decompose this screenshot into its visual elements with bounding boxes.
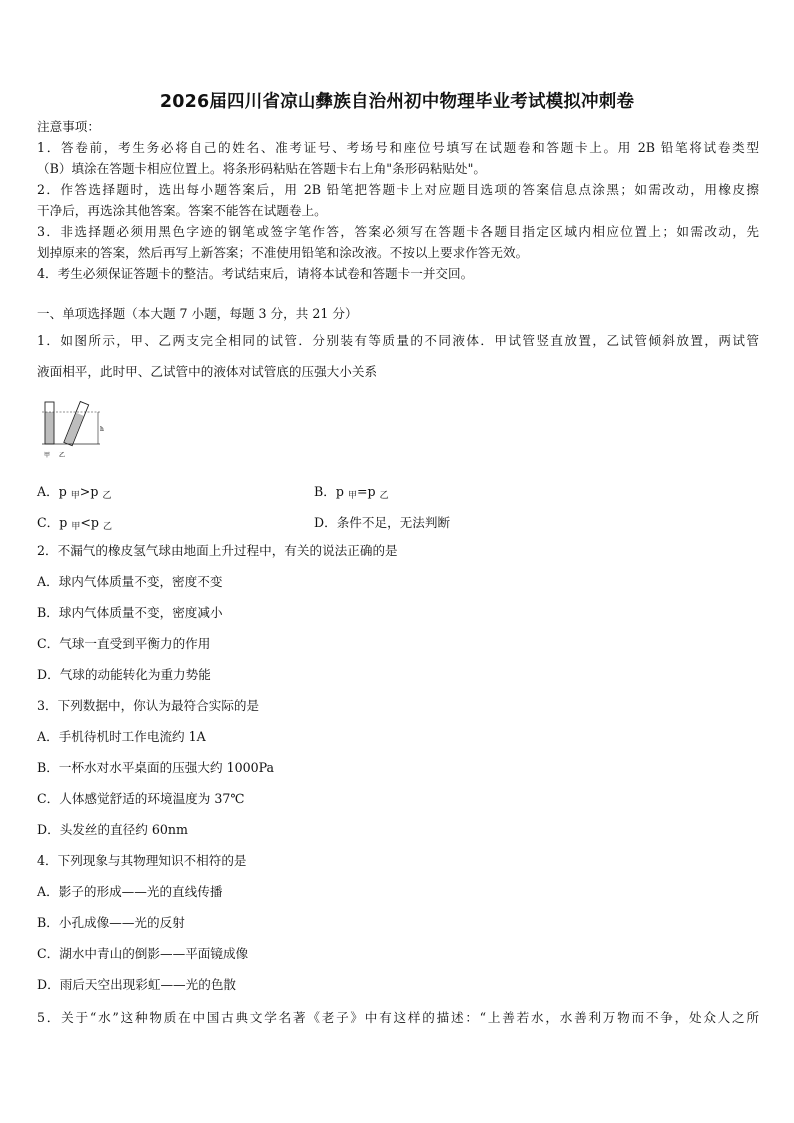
- liquid-jia: [46, 412, 54, 444]
- q4-option-c: C．湖水中青山的倒影——平面镜成像: [37, 946, 249, 961]
- q3-option-c: C．人体感觉舒适的环境温度为 37℃: [37, 791, 245, 806]
- q3-option-a: A．手机待机时工作电流约 1A: [37, 729, 206, 744]
- q4-option-a: A．影子的形成——光的直线传播: [37, 884, 223, 899]
- test-tubes-figure: [38, 398, 108, 460]
- notice-line: 划掉原来的答案，然后再写上新答案；不准使用铅笔和涂改液。不按以上要求作答无效。: [37, 245, 529, 260]
- tube-yi: [64, 402, 89, 446]
- label-yi: 乙: [59, 452, 66, 459]
- question-1-stem: 1．如图所示，甲、乙两支完全相同的试管．分别装有等质量的不同液体．甲试管竖直放置，乙试管倾斜放置，两试管: [37, 333, 759, 348]
- notice-line: 2．作答选择题时，选出每小题答案后，用 2B 铅笔把答题卡上对应题目选项的答案信息点涂黑；如需改动，用橡皮擦: [37, 182, 759, 197]
- notice-heading: 注意事项：: [37, 119, 100, 134]
- question-3-stem: 3．下列数据中，你认为最符合实际的是: [37, 698, 260, 713]
- question-5-stem: 5．关于“水”这种物质在中国古典文学名著《老子》中有这样的描述：“上善若水，水善利万物而不争，处众人之所: [37, 1010, 759, 1025]
- notice-line: 4．考生必须保证答题卡的整洁。考试结束后，请将本试卷和答题卡一并交回。: [37, 266, 474, 281]
- q3-option-d: D．头发丝的直径约 60nm: [37, 822, 188, 837]
- exam-title: 2026届四川省凉山彝族自治州初中物理毕业考试模拟冲刺卷: [159, 92, 635, 112]
- q2-option-c: C．气球一直受到平衡力的作用: [37, 636, 211, 651]
- question-1-stem-continued: 液面相平，此时甲、乙试管中的液体对试管底的压强大小关系: [37, 364, 378, 379]
- q1-option-a: A．p $_甲$>p $_乙$: [37, 484, 112, 501]
- q2-option-b: B．球内气体质量不变，密度减小: [37, 605, 223, 620]
- q4-option-b: B．小孔成像——光的反射: [37, 915, 185, 930]
- notice-line: （B）填涂在答题卡相应位置上。将条形码粘贴在答题卡右上角"条形码粘贴处"。: [37, 161, 487, 176]
- question-2-stem: 2．不漏气的橡皮氢气球由地面上升过程中，有关的说法正确的是: [37, 543, 398, 558]
- notice-line: 干净后，再选涂其他答案。答案不能答在试题卷上。: [37, 203, 327, 218]
- q4-option-d: D．雨后天空出现彩虹——光的色散: [37, 977, 237, 992]
- question-4-stem: 4．下列现象与其物理知识不相符的是: [37, 853, 247, 868]
- label-jia: 甲: [44, 452, 51, 459]
- q1-option-d: D．条件不足，无法判断: [314, 515, 451, 530]
- q1-option-c: C．p $_甲$<p $_乙$: [37, 515, 112, 532]
- q2-option-a: A．球内气体质量不变，密度不变: [37, 574, 223, 589]
- q3-option-b: B．一杯水对水平桌面的压强大约 1000Pa: [37, 760, 275, 775]
- q2-option-d: D．气球的动能转化为重力势能: [37, 667, 211, 682]
- notice-line: 3．非选择题必须用黑色字迹的钢笔或签字笔作答，答案必须写在答题卡各题目指定区域内相应位置上；如需改动，先: [37, 224, 759, 239]
- notice-line: 1．答卷前，考生务必将自己的姓名、准考证号、考场号和座位号填写在试题卷和答题卡上。用 2B 铅笔将试卷类型: [37, 140, 759, 155]
- q1-option-b: B．p $_甲$=p $_乙$: [314, 484, 389, 501]
- section-heading: 一、单项选择题（本大题 7 小题，每题 3 分，共 21 分）: [37, 306, 358, 321]
- height-label: h: [100, 426, 104, 433]
